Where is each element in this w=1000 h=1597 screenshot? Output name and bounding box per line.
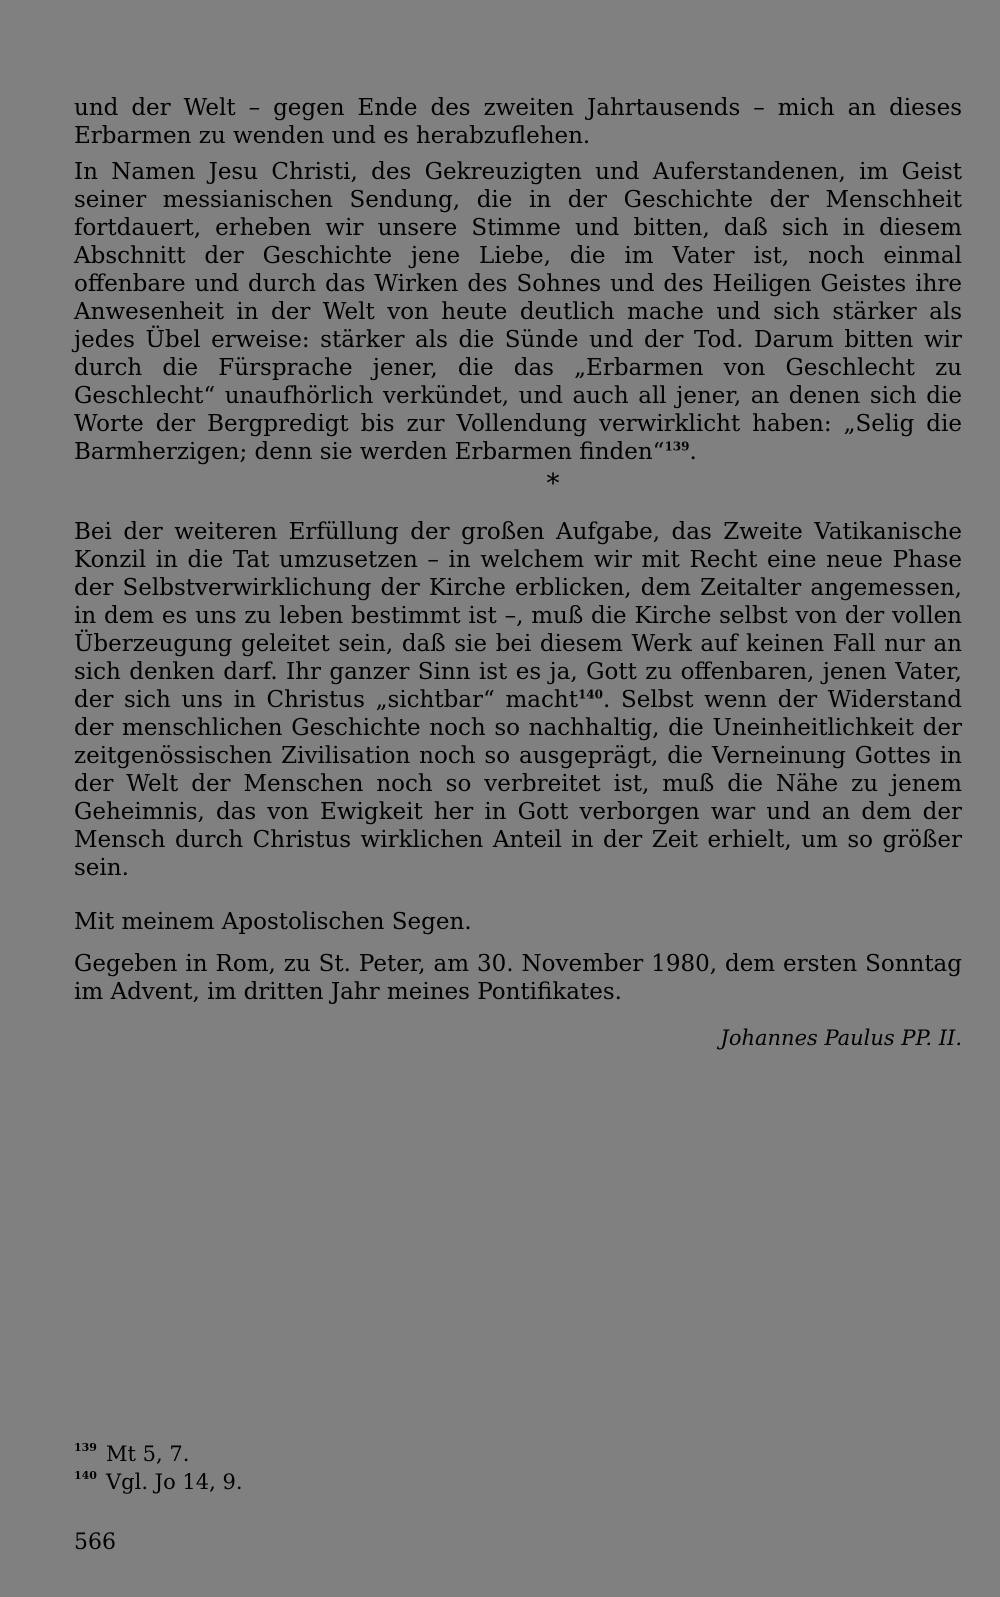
section-separator: * [546,469,560,499]
footnote-ref-139: 139 [664,439,690,454]
footnote-text: Mt 5, 7. [106,1442,190,1466]
paragraph-2-text: In Namen Jesu Christi, des Gekreuzigten und Auferstandenen, im Geist seiner messianischen Sendung, die in der Geschichte der Menschheit fortdauert, erheben wir unsere Stimme und bitten, daß sich in diesem Abschnitt der Geschichte jene Liebe, die im Vater ist, noch einmal offenbare und durch das Wirken des Sohnes und des Heiligen Geistes ihre Anwesenheit in der Welt von heute deutlich mache und sich stärker als jedes Übel erweise: stärker als die Sünde und der Tod. Darum bitten wir durch die Fürsprache jener, die das „Erbarmen von Geschlecht zu Geschlecht“ unaufhörlich verkündet, und auch all jener, an denen sich die Worte der Bergpredigt bis zur Vollendung verwirklicht haben: „Selig die Barmherzigen; denn sie werden Erbarmen finden“ [74,159,962,465]
paragraph-3-text: Bei der weiteren Erfüllung der großen Aufgabe, das Zweite Vatikanische Konzil in die Tat umzusetzen – in welchem wir mit Recht eine neue Phase der Selbstverwirklichung der Kirche erblicken, dem Zeitalter angemessen, in dem es uns zu leben bestimmt ist –, muß die Kirche selbst von der vollen Überzeugung geleitet sein, daß sie bei diesem Werk auf keinen Fall nur an sich denken darf. Ihr ganzer Sinn ist es ja, Gott zu offenbaren, jenen Vater, der sich uns in Christus „sichtbar“ macht [74,519,962,713]
paragraph-3-end: . Selbst wenn der Widerstand der menschlichen Geschichte noch so nachhaltig, die Uneinheitlichkeit der zeitgenössischen Zivilisation noch so ausgeprägt, die Verneinung Gottes in der Welt der Menschen noch so verbreitet ist, muß die Nähe zu jenem Geheimnis, das von Ewigkeit her in Gott verborgen war und an dem der Mensch durch Christus wirklichen Anteil in der Zeit erhielt, um so größer sein. [74,687,962,881]
footnote-ref-140: 140 [577,687,603,702]
footnotes [74,1440,674,1496]
page-number: 566 [74,1530,116,1555]
paragraph-1: und der Welt – gegen Ende des zweiten Jahrtausends – mich an dieses Erbarmen zu wenden und es herabzuflehen. [74,95,962,149]
signature: Johannes Paulus PP. II. [720,1026,962,1050]
blessing-line: Mit meinem Apostolischen Segen. [74,909,472,935]
footnote-text: Vgl. Jo 14, 9. [106,1470,243,1494]
footnote-number: 139 [74,1441,97,1454]
footnote-item [74,1468,674,1496]
paragraph-2 [74,158,962,466]
footnote-number: 140 [74,1469,97,1482]
footnote-item [74,1440,674,1468]
paragraph-2-end: . [689,439,697,465]
document-body [74,94,962,1052]
paragraph-3 [74,518,962,882]
date-line: Gegeben in Rom, zu St. Peter, am 30. November 1980, dem ersten Sonntag im Advent, im dritten Jahr meines Pontifikates. [74,951,962,1005]
